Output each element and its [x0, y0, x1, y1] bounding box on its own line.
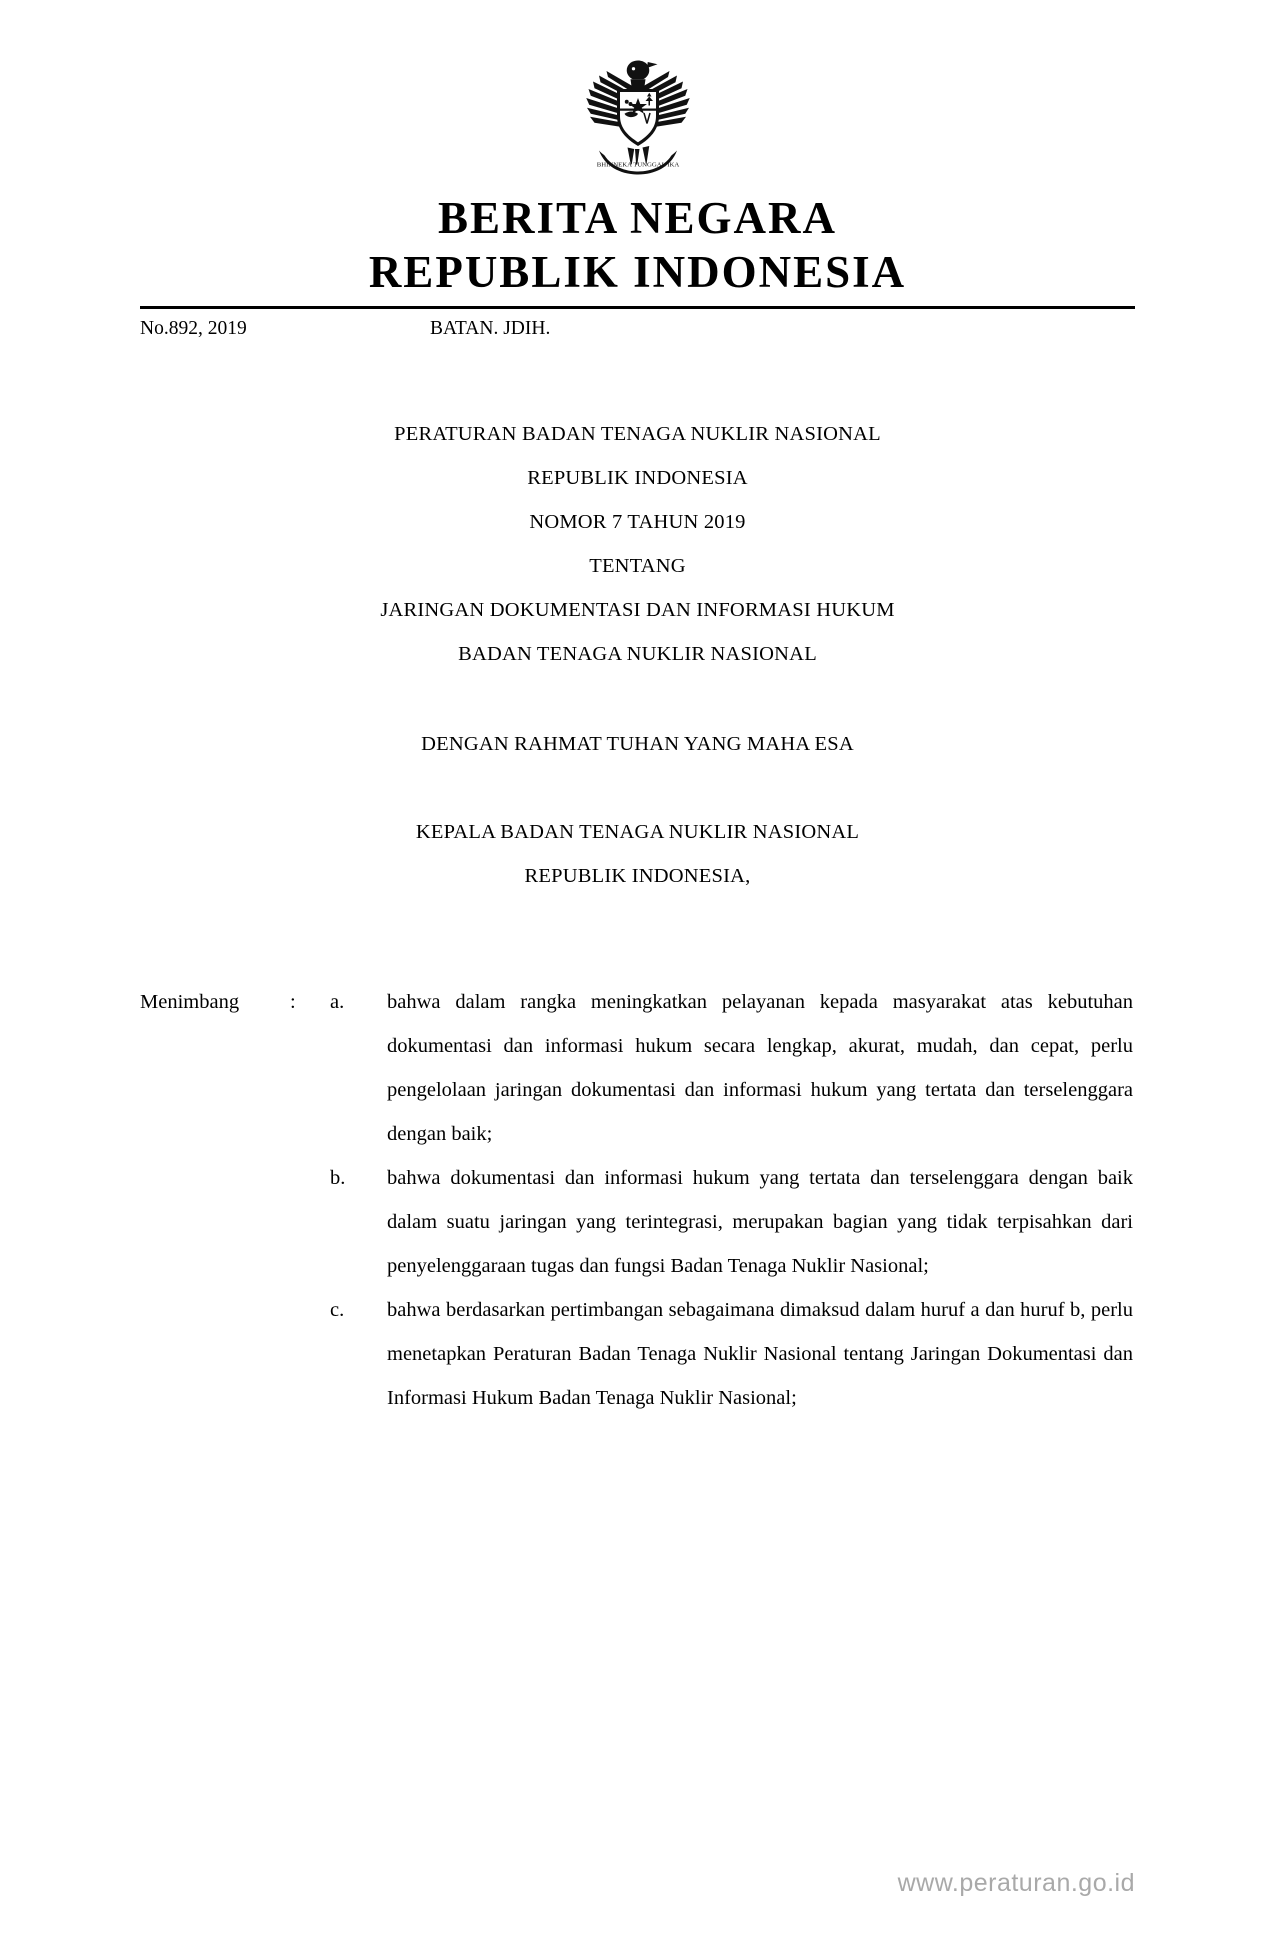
footer-watermark: www.peraturan.go.id [897, 1869, 1135, 1897]
consideration-text: bahwa dokumentasi dan informasi hukum yang tertata dan terselenggara dengan baik dalam suatu jaringan yang terintegrasi, merupakan bagian yang tidak terpisahkan dari penyelenggaraan tugas dan fungsi Badan Tenaga Nuklir Nasional; [387, 1167, 1133, 1277]
masthead-line-1: BERITA NEGARA [438, 193, 837, 243]
title-line-9: REPUBLIK INDONESIA, [524, 865, 751, 887]
issue-line [140, 316, 1135, 342]
title-line-5: JARINGAN DOKUMENTASI DAN INFORMASI HUKUM [380, 599, 895, 621]
title-line-2: REPUBLIK INDONESIA [527, 467, 748, 489]
consideration-item [140, 1156, 1135, 1288]
masthead [140, 192, 1135, 298]
issue-number: No.892, 2019 [140, 318, 247, 339]
considerations-label: Menimbang [140, 991, 240, 1013]
consideration-letter: c. [330, 1299, 345, 1321]
title-line-6: BADAN TENAGA NUKLIR NASIONAL [458, 643, 817, 665]
masthead-divider [140, 306, 1135, 309]
title-line-3: NOMOR 7 TAHUN 2019 [529, 511, 746, 533]
consideration-text: bahwa berdasarkan pertimbangan sebagaimana dimaksud dalam huruf a dan huruf b, perlu menetapkan Peraturan Badan Tenaga Nuklir Nasional tentang Jaringan Dokumentasi dan Informasi Hukum Badan Tenaga Nuklir Nasional; [387, 1299, 1133, 1409]
consideration-text: bahwa dalam rangka meningkatkan pelayanan kepada masyarakat atas kebutuhan dokumentasi dan informasi hukum secara lengkap, akurat, mudah, dan cepat, perlu pengelolaan jaringan dokumentasi dan informasi hukum yang tertata dan terselenggara dengan baik; [387, 991, 1133, 1145]
considerations-section [140, 980, 1135, 1420]
regulation-title-block [140, 412, 1135, 898]
consideration-item [140, 1288, 1135, 1420]
consideration-letter: b. [330, 1167, 346, 1189]
masthead-line-2: REPUBLIK INDONESIA [368, 247, 907, 297]
title-line-4: TENTANG [589, 555, 686, 577]
consideration-item [140, 980, 1135, 1156]
garuda-pancasila-emblem [563, 38, 713, 188]
title-line-8: KEPALA BADAN TENAGA NUKLIR NASIONAL [415, 821, 860, 843]
title-line-1: PERATURAN BADAN TENAGA NUKLIR NASIONAL [394, 423, 881, 445]
title-line-7: DENGAN RAHMAT TUHAN YANG MAHA ESA [421, 733, 854, 755]
issue-agency: BATAN. JDIH. [430, 318, 551, 339]
considerations-colon: : [290, 991, 296, 1013]
emblem-container [140, 0, 1135, 188]
consideration-letter: a. [330, 991, 345, 1013]
svg-text:BHINNEKA TUNGGAL IKA: BHINNEKA TUNGGAL IKA [596, 161, 679, 169]
